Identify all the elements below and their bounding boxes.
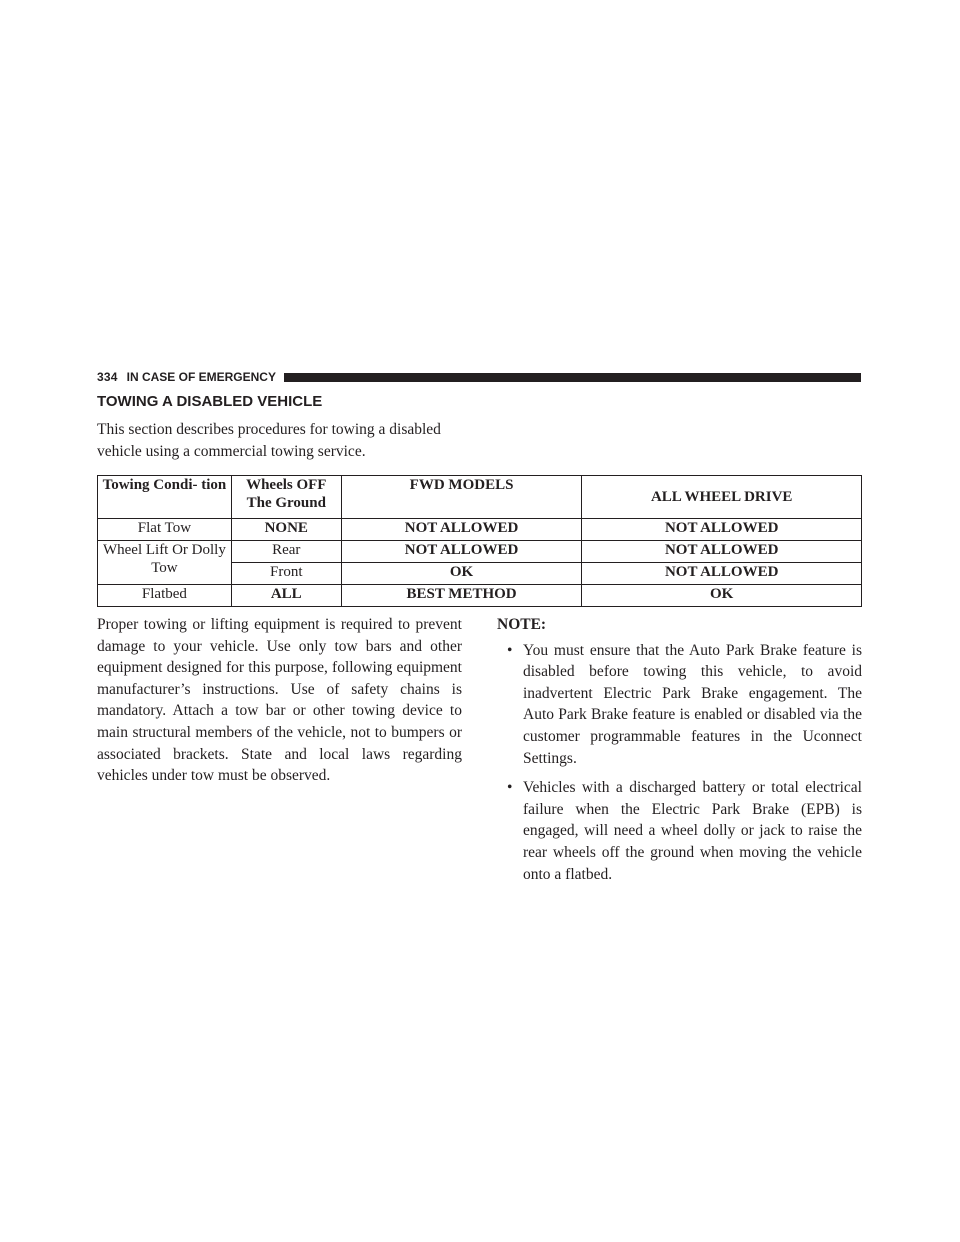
cell-fwd: NOT ALLOWED xyxy=(341,541,582,563)
cell-fwd: NOT ALLOWED xyxy=(341,519,582,541)
list-item xyxy=(497,640,862,770)
page-title: TOWING A DISABLED VEHICLE xyxy=(97,393,323,410)
page-header xyxy=(97,369,861,385)
header-fwd-models: FWD MODELS xyxy=(341,476,582,519)
cell-wheels: Rear xyxy=(231,541,341,563)
page-number: 334 xyxy=(97,370,118,384)
header-all-wheel-drive: ALL WHEEL DRIVE xyxy=(582,476,862,519)
cell-fwd: BEST METHOD xyxy=(341,585,582,607)
cell-condition: Wheel Lift Or Dolly Tow xyxy=(98,541,232,585)
cell-condition: Flat Tow xyxy=(98,519,232,541)
cell-condition: Flatbed xyxy=(98,585,232,607)
cell-awd: NOT ALLOWED xyxy=(582,519,862,541)
header-towing-condition: Towing Condi- tion xyxy=(98,476,232,519)
towing-table xyxy=(97,475,862,607)
table-header-row xyxy=(98,476,862,519)
table-row xyxy=(98,541,862,563)
cell-wheels: NONE xyxy=(231,519,341,541)
cell-wheels: Front xyxy=(231,563,341,585)
note-block xyxy=(497,614,862,893)
section-title: IN CASE OF EMERGENCY xyxy=(126,370,276,384)
cell-fwd: OK xyxy=(341,563,582,585)
cell-awd: NOT ALLOWED xyxy=(582,541,862,563)
list-item xyxy=(497,777,862,885)
table-row xyxy=(98,585,862,607)
bullet-icon: • xyxy=(507,641,513,659)
towing-equipment-paragraph: Proper towing or lifting equipment is required to prevent damage to your vehicle. Use only tow bars and other equipment designed for this purpose, following equipment manufacturer’s instructions. Use of safety chains is mandatory. Attach a tow bar or other towing device to main structural members of the vehicle, not to bumpers or associated brackets. State and local laws regarding vehicles under tow must be observed. xyxy=(97,616,462,785)
cell-awd: OK xyxy=(582,585,862,607)
header-wheels-off-ground: Wheels OFF The Ground xyxy=(231,476,341,519)
bullet-icon: • xyxy=(507,779,513,797)
intro-paragraph: This section describes procedures for towing a disabled vehicle using a commercial towing service. xyxy=(97,421,441,460)
table-row xyxy=(98,519,862,541)
cell-wheels: ALL xyxy=(231,585,341,607)
header-rule xyxy=(284,373,861,382)
note-item-text: You must ensure that the Auto Park Brake feature is disabled before towing this vehicle, to avoid inadvertent Electric Park Brake engagement. The Auto Park Brake feature is enabled or disabled via the customer programmable features in the Uconnect Settings. xyxy=(523,641,862,767)
cell-awd: NOT ALLOWED xyxy=(582,563,862,585)
note-label: NOTE: xyxy=(497,616,547,633)
note-item-text: Vehicles with a discharged battery or total electrical failure when the Electric Park Brake (EPB) is engaged, will need a wheel dolly or jack to raise the rear wheels off the ground when moving the vehicle onto a flatbed. xyxy=(523,779,862,883)
